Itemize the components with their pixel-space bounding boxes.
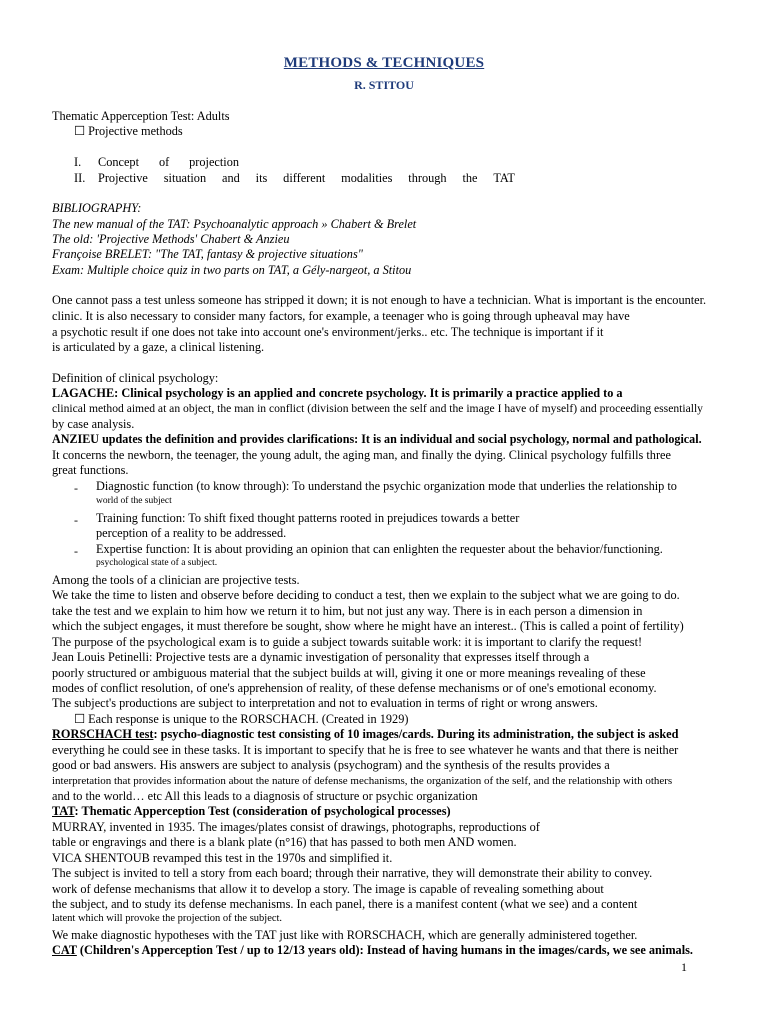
paragraph-line: great functions. <box>52 463 129 477</box>
page-number: 1 <box>681 960 687 974</box>
paragraph-line: Among the tools of a clinician are projective tests. <box>52 573 300 587</box>
outline-word: situation <box>163 171 207 185</box>
bibliography-item: The new manual of the TAT: Psychoanalytic approach » Chabert & Brelet <box>52 217 417 231</box>
paragraph-line: We take the time to listen and observe before deciding to conduct a test, then we explain to the subject what we are going to do. <box>52 588 680 602</box>
paragraph-line: good or bad answers. His answers are subject to analysis (psychogram) and the synthesis of the results provides a <box>52 758 610 772</box>
paragraph-line: poorly structured or ambiguous material that the subject builds at will, giving it one or more meanings revealing of these <box>52 666 646 680</box>
paragraph-line: The purpose of the psychological exam is to guide a subject towards suitable work: it is important to clarify the request! <box>52 635 643 649</box>
outline-word: of <box>158 155 170 169</box>
function-item-cont: perception of a reality to be addressed. <box>96 526 287 540</box>
outline-item-1 <box>74 155 239 169</box>
rorschach-name: RORSCHACH test <box>52 727 154 741</box>
paragraph-line: table or engravings and there is a blank plate (n°16) that has passed to both men AND women. <box>52 835 517 849</box>
outline-word: its <box>255 171 268 185</box>
paragraph-line: Jean Louis Petinelli: Projective tests are a dynamic investigation of personality that expresses itself through a <box>52 650 590 664</box>
paragraph-line: VICA SHENTOUB revamped this test in the 1970s and simplified it. <box>52 851 393 865</box>
tat-heading <box>52 804 451 818</box>
page-title: METHODS & TECHNIQUES <box>283 55 485 71</box>
paragraph-line: and to the world… etc All this leads to a diagnosis of structure or psychic organization <box>52 789 478 803</box>
lagache-definition: LAGACHE: Clinical psychology is an applied and concrete psychology. It is primarily a practice applied to a <box>52 386 623 400</box>
function-item: Training function: To shift fixed thought patterns rooted in prejudices towards a better <box>96 511 520 525</box>
definition-heading: Definition of clinical psychology: <box>52 371 219 385</box>
paragraph-line: the subject, and to study its defense mechanisms. In each panel, there is a manifest content (what we see) and a content <box>52 897 638 911</box>
rorschach-unique-line: ☐ Each response is unique to the RORSCHACH. (Created in 1929) <box>74 712 409 726</box>
outline-word: TAT <box>493 171 515 185</box>
tat-description: : Thematic Apperception Test (consideration of psychological processes) <box>74 804 451 818</box>
cat-heading <box>52 943 693 957</box>
function-item: Expertise function: It is about providing an opinion that can enlighten the requester about the behavior/functioning. <box>96 542 663 556</box>
cat-name: CAT <box>52 943 77 957</box>
paragraph-line: modes of conflict resolution, of one's apprehension of reality, of these defense mechanisms or of one's emotional economy. <box>52 681 657 695</box>
paragraph-line: latent which will provoke the projection of the subject. <box>52 913 283 924</box>
paragraph-line: which the subject engages, it must therefore be sought, show where he might have an interest.. (This is called a point of fertility) <box>52 619 684 633</box>
bullet-dash-icon: - <box>74 544 78 558</box>
outline-word: Concept <box>98 155 139 169</box>
author-name: R. STITOU <box>354 78 414 92</box>
paragraph-line: MURRAY, invented in 1935. The images/plates consist of drawings, photographs, reproductions of <box>52 820 540 834</box>
cat-description: (Children's Apperception Test / up to 12/13 years old): Instead of having humans in the images/cards, we see animals. <box>76 943 693 957</box>
paragraph-line: is articulated by a gaze, a clinical listening. <box>52 340 265 354</box>
outline-word: projection <box>189 155 239 169</box>
paragraph-line: The subject is invited to tell a story from each board; through their narrative, they will demonstrate their ability to convey. <box>52 866 653 880</box>
outline-word: the <box>462 171 478 185</box>
paragraph-line: work of defense mechanisms that allow it to develop a story. The image is capable of revealing something about <box>52 882 604 896</box>
paragraph-line: We make diagnostic hypotheses with the TAT just like with RORSCHACH, which are generally administered together. <box>52 928 638 942</box>
anzieu-definition: ANZIEU updates the definition and provides clarifications: It is an individual and social psychology, normal and pathological. <box>52 432 702 446</box>
outline-word: and <box>222 171 240 185</box>
bullet-dash-icon: - <box>74 481 78 495</box>
paragraph-line: a psychotic result if one does not take into account one's environment/jerks.. etc. The technique is important if it <box>52 325 604 339</box>
outline-word: different <box>283 171 326 185</box>
bibliography-item: Françoise BRELET: "The TAT, fantasy & projective situations" <box>52 247 363 261</box>
paragraph-line: It concerns the newborn, the teenager, the young adult, the aging man, and finally the dying. Clinical psychology fulfills three <box>52 448 671 462</box>
function-item: Diagnostic function (to know through): To understand the psychic organization mode that underlies the relationship to <box>96 479 677 493</box>
outline-text <box>98 155 239 169</box>
bibliography-item: The old: 'Projective Methods' Chabert & Anzieu <box>52 232 290 246</box>
outline-item-2 <box>74 171 515 185</box>
paragraph-line: everything he could see in these tasks. It is important to specify that he is free to see whatever he wants and that there is neither <box>52 743 679 757</box>
outline-word: Projective <box>98 171 148 185</box>
function-item-note: world of the subject <box>96 496 172 506</box>
outline-number: II. <box>74 171 86 185</box>
paragraph-line: interpretation that provides information about the nature of defense mechanisms, the organization of the self, and the relationship with others <box>52 775 673 787</box>
bullet-dash-icon: - <box>74 513 78 527</box>
bibliography-item: Exam: Multiple choice quiz in two parts on TAT, a Gély-nargeot, a Stitou <box>52 263 412 277</box>
tat-name: TAT <box>52 804 75 818</box>
paragraph-line: The subject's productions are subject to interpretation and not to evaluation in terms of right or wrong answers. <box>52 696 598 710</box>
paragraph-line: take the test and we explain to him how we return it to him, but not just any way. There is in each person a dimension in <box>52 604 643 618</box>
paragraph-line: One cannot pass a test unless someone has stripped it down; it is not enough to have a technician. What is important is the encounter. <box>52 293 707 307</box>
outline-number: I. <box>74 155 82 169</box>
subject-line: Thematic Apperception Test: Adults <box>52 109 230 123</box>
paragraph-line: by case analysis. <box>52 417 135 431</box>
rorschach-description: : psycho-diagnostic test consisting of 10 images/cards. During its administration, the subject is asked <box>153 727 679 741</box>
rorschach-heading <box>52 727 678 741</box>
paragraph-line: clinical method aimed at an object, the man in conflict (division between the self and the image I have of myself) and proceeding essentially <box>52 402 703 415</box>
projective-methods-line: ☐ Projective methods <box>74 124 183 138</box>
outline-word: modalities <box>341 171 393 185</box>
outline-text <box>98 171 515 185</box>
function-item-note: psychological state of a subject. <box>96 558 218 568</box>
paragraph-line: clinic. It is also necessary to consider many factors, for example, a teenager who is going through upheaval may have <box>52 309 630 323</box>
outline-word: through <box>408 171 447 185</box>
bibliography-heading: BIBLIOGRAPHY: <box>52 201 142 215</box>
